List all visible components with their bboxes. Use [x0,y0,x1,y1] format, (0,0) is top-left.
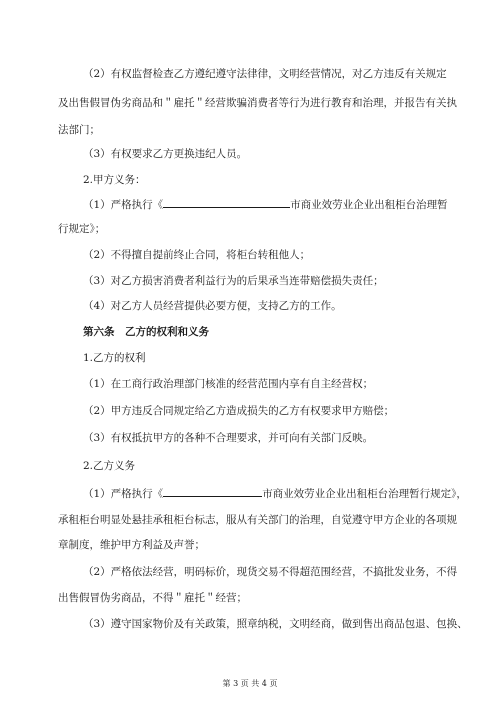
paragraph-strict-execute-b-line2: 承租柜台明显处悬挂承租柜台标志，服从有关部门的治理，自觉遵守甲方企业的各项规 [58,514,457,526]
paragraph-lawful-operation-line2: 出售假冒伪劣商品，不得＂雇托＂经营； [58,592,247,604]
paragraph-price-policy: （3）遵守国家物价及有关政策，照章纳税，文明经商，做到售出商品包退、包换、 [83,618,468,630]
paragraph-strict-execute-a-post: 市商业效劳业企业出租柜台治理暂 [290,199,448,211]
paragraph-strict-execute-b [83,486,467,501]
paragraph-joint-liability: （3）对乙方损害消费者利益行为的后果承当连带赔偿损失责任； [83,275,384,287]
paragraph-autonomous-operation: （1）在工商行政治理部门核准的经营范围内享有自主经营权； [83,378,374,390]
section-party-a-obligations: 2.甲方义务： [83,174,146,186]
paragraph-strict-execute-b-pre: （1）严格执行《 [83,488,164,500]
paragraph-lawful-operation-line1: （2）严格依法经营，明码标价，现货交易不得超范围经营，不搞批发业务，不得 [83,566,458,578]
paragraph-resist-demands: （3）有权抵抗甲方的各种不合理要求，并可向有关部门反映。 [83,432,374,444]
blank-city-name-a [163,197,290,208]
paragraph-strict-execute-b-line3: 章制度，维护甲方利益及声誉； [58,539,205,551]
paragraph-supervise-line3: 法部门； [58,124,100,136]
section-party-b-rights: 1.乙方的权利 [83,352,146,364]
page-number-footer: 第 3 页 共 4 页 [222,679,278,688]
paragraph-provide-convenience: （4）对乙方人员经营提供必要方便，支持乙方的工作。 [83,300,342,312]
paragraph-strict-execute-a-pre: （1）严格执行《 [83,199,164,211]
paragraph-compensation-right: （2）甲方违反合同规定给乙方造成损失的乙方有权要求甲方赔偿； [83,405,395,417]
paragraph-replace-staff: （3）有权要求乙方更换违纪人员。 [83,148,248,160]
paragraph-supervise-line2: 及出售假冒伪劣商品和＂雇托＂经营欺骗消费者等行为进行教育和治理，并报告有关执 [58,97,457,109]
article-heading: 第六条 乙方的权利和义务 [83,326,209,338]
blank-city-name-b [163,486,262,497]
paragraph-strict-execute-a-line2: 行规定》； [58,223,106,235]
paragraph-supervise-line1: （2）有权监督检查乙方遵纪遵守法律律，文明经营情况，对乙方违反有关规定 [83,68,447,80]
paragraph-strict-execute-b-post: 市商业效劳业企业出租柜台治理暂行规定》， [262,488,467,500]
paragraph-no-termination: （2）不得擅自提前终止合同，将柜台转租他人； [83,249,311,261]
section-party-b-obligations: 2.乙方义务 [83,460,136,472]
paragraph-strict-execute-a [83,197,448,212]
